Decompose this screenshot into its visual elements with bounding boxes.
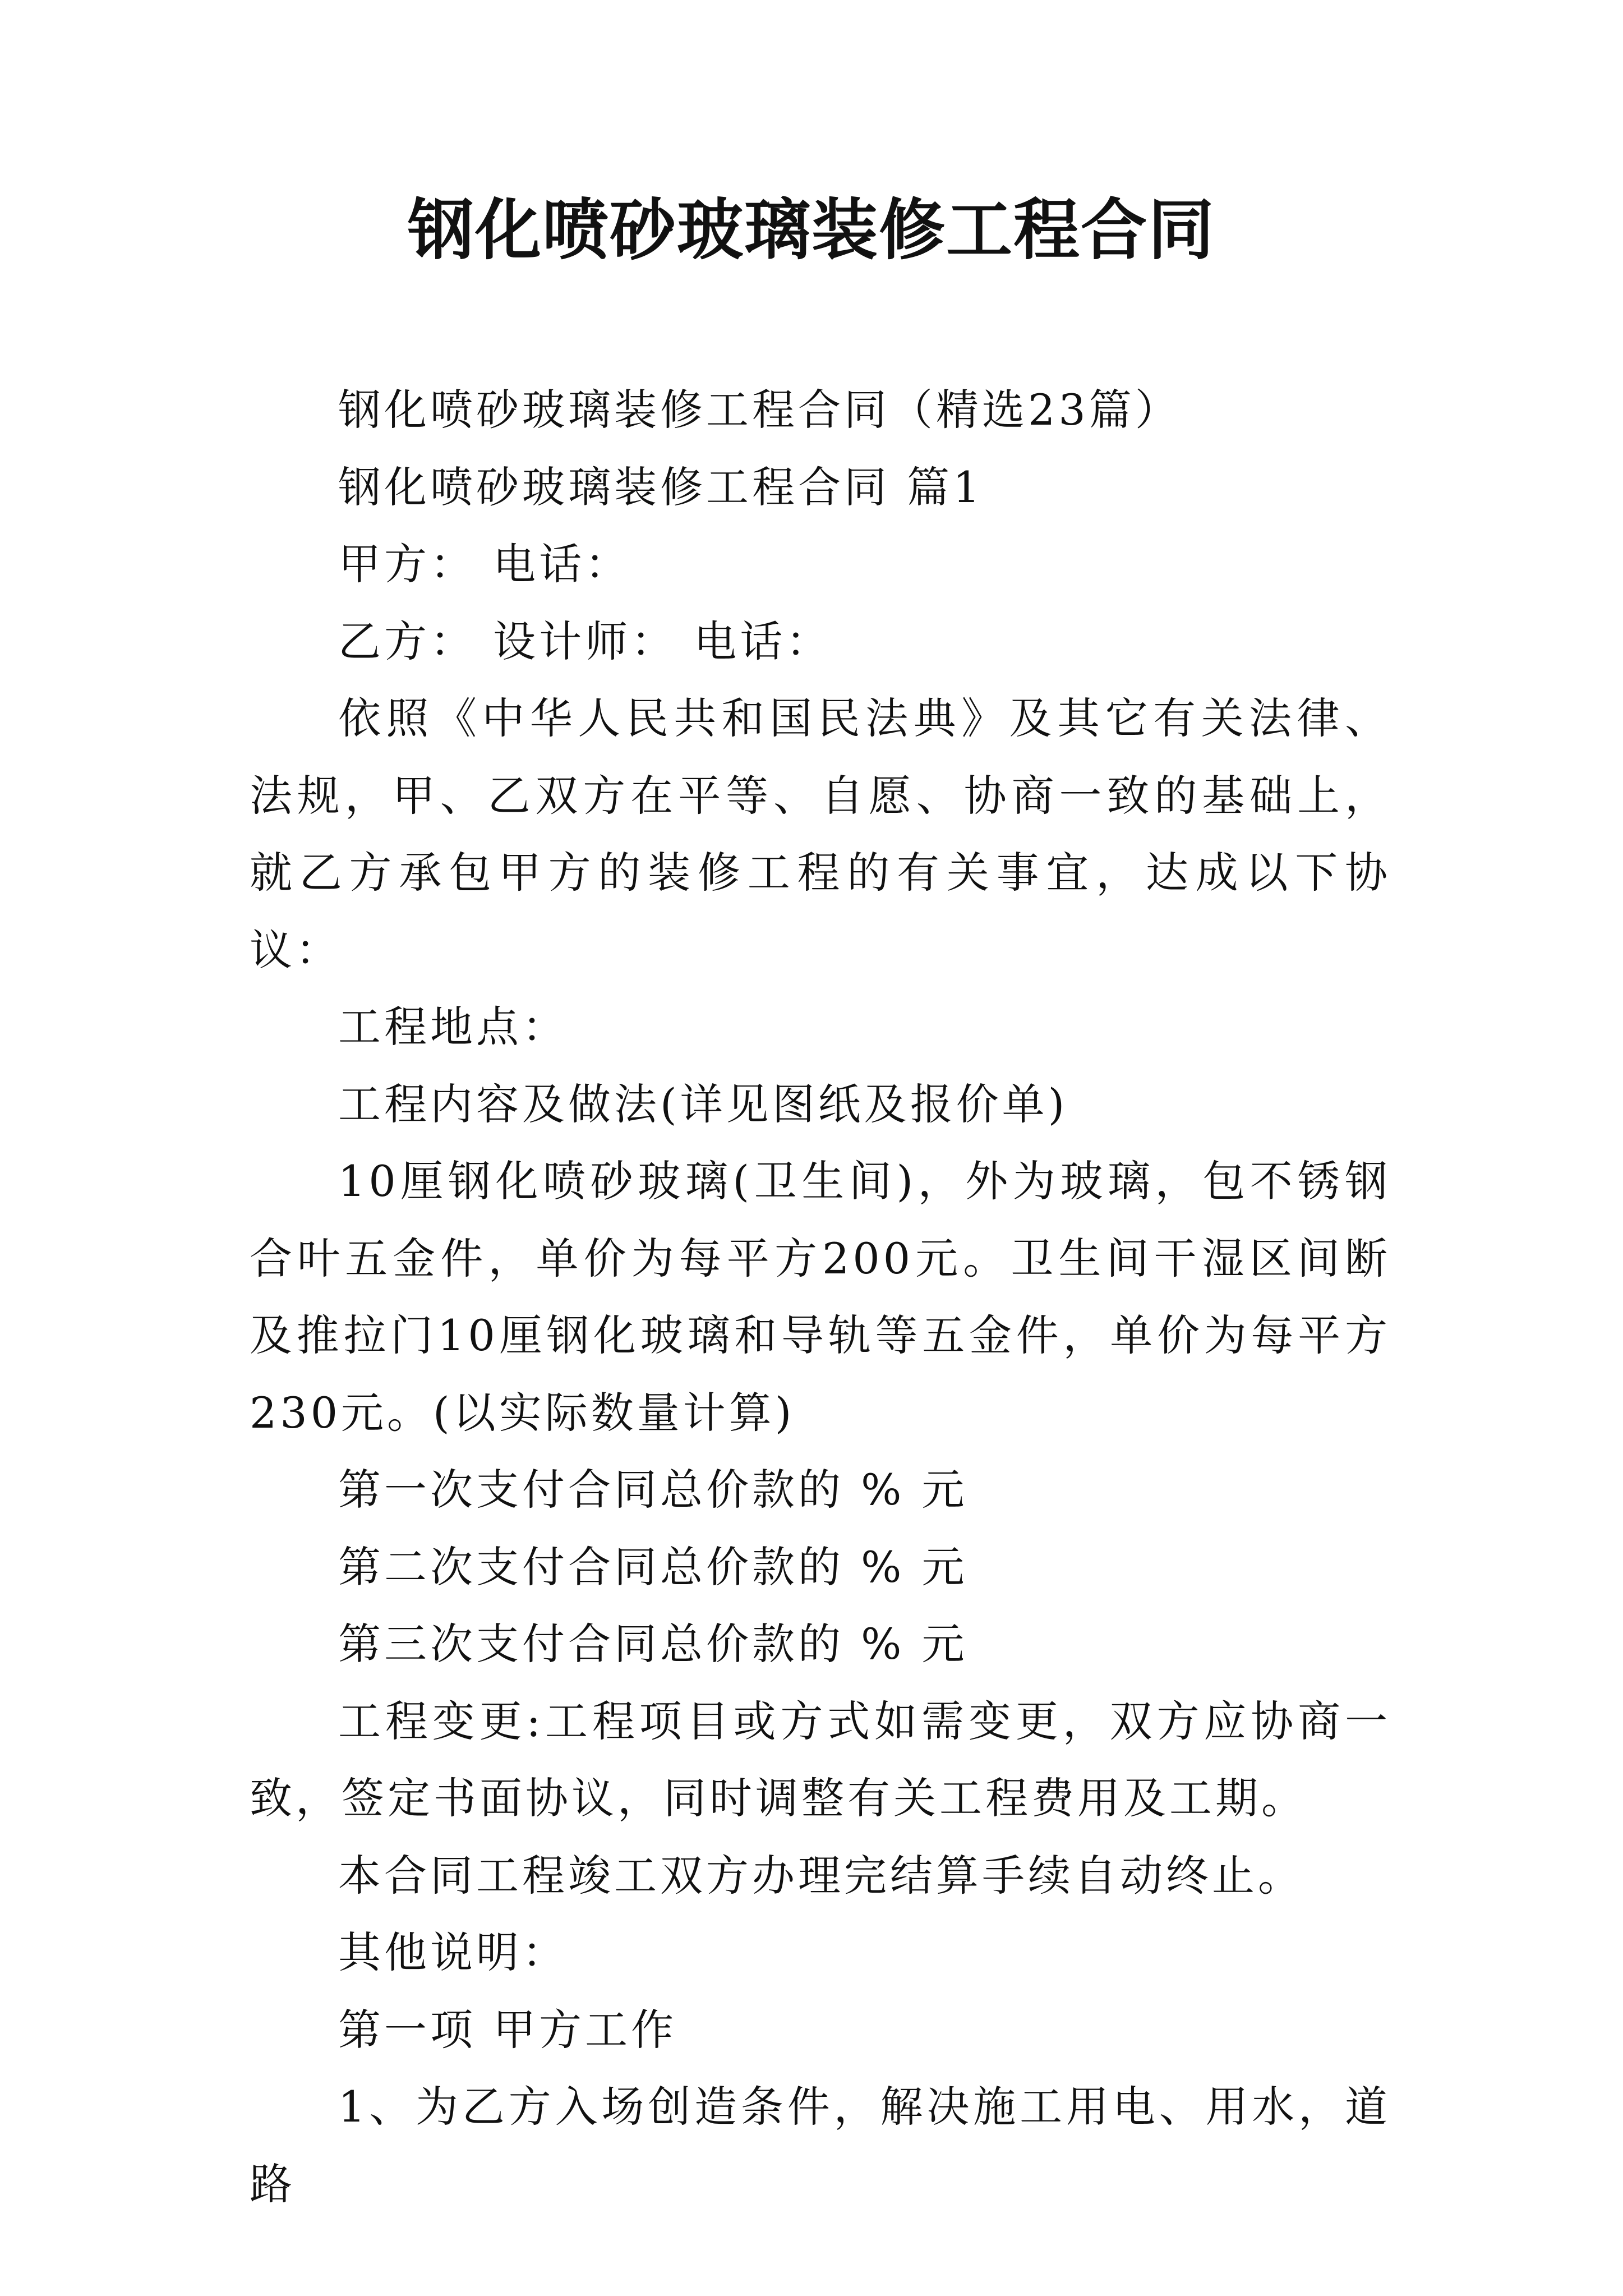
paragraph-subtitle: 钢化喷砂玻璃装修工程合同（精选23篇） xyxy=(338,385,1181,435)
paragraph-payment-3: 第三次支付合同总价款的 % 元 xyxy=(338,1619,968,1669)
paragraph-project-location: 工程地点： xyxy=(338,1002,568,1052)
paragraph-item-one-heading: 第一项 甲方工作 xyxy=(338,2004,677,2055)
paragraph-other-notes: 其他说明： xyxy=(338,1927,568,1977)
paragraph-pricing: 10厘钢化喷砂玻璃(卫生间)，外为玻璃，包不锈钢合叶五金件，单价为每平方200元。卫生间干湿区间断及推拉门10厘钢化玻璃和导轨等五金件，单价为每平方230元。(以实际数量计算) xyxy=(250,1156,1391,1438)
paragraph-party-a: 甲方： 电话： xyxy=(338,539,631,589)
paragraph-preamble: 依照《中华人民共和国民法典》及其它有关法律、法规，甲、乙双方在平等、自愿、协商一致的基础上，就乙方承包甲方的装修工程的有关事宜，达成以下协议： xyxy=(250,693,1391,975)
paragraph-change: 工程变更:工程项目或方式如需变更，双方应协商一致，签定书面协议，同时调整有关工程费用及工期。 xyxy=(250,1696,1391,1823)
paragraph-party-b: 乙方： 设计师： 电话： xyxy=(338,616,832,666)
paragraph-payment-1: 第一次支付合同总价款的 % 元 xyxy=(338,1465,968,1515)
document-body xyxy=(250,371,1391,2223)
paragraph-item-one-clause-1: 1、为乙方入场创造条件，解决施工用电、用水，道路 xyxy=(250,2082,1391,2209)
paragraph-payment-2: 第二次支付合同总价款的 % 元 xyxy=(338,1542,968,1592)
paragraph-termination: 本合同工程竣工双方办理完结算手续自动终止。 xyxy=(338,1850,1304,1901)
paragraph-part-heading: 钢化喷砂玻璃装修工程合同 篇1 xyxy=(338,462,984,512)
document-title: 钢化喷砂玻璃装修工程合同 xyxy=(407,191,1215,269)
paragraph-project-content: 工程内容及做法(详见图纸及报价单) xyxy=(338,1079,1068,1129)
